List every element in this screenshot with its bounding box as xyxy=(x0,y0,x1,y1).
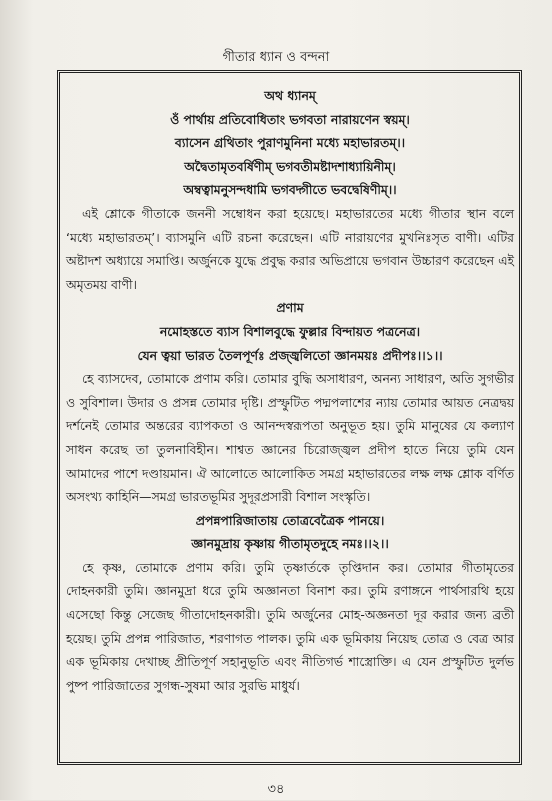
running-header: গীতার ধ্যান ও বন্দনা xyxy=(222,50,330,65)
dhyanam-verse-line: ওঁ পার্থায় প্রতিবোধিতাং ভগবতা নারায়ণেন স্বয়ম্। xyxy=(170,111,410,127)
pranam-verse2-line: প্রপন্নপারিজাতায় তোত্রবেত্রৈক পানয়ে। xyxy=(195,512,385,528)
pranam-verse1-line: যেন ত্বয়া ভারত তৈলপূর্ণঃ প্রজ্জ্বলিতো জ্ঞানময়ঃ প্রদীপঃ।।১।। xyxy=(137,347,443,363)
pranam-verse2-line: জ্ঞানমুদ্রায় কৃষ্ণায় গীতামৃতদুহে নমঃ।।২।। xyxy=(191,536,389,552)
dhyanam-explanation: এই শ্লোকে গীতাকে জননী সম্বোধন করা হয়েছে। মহাভারতের মধ্যে গীতার স্থান বলে ‘মধ্যে মহাভারতম্’। ব্যাসমুনি এটি রচনা করেছেন। এটি নারায়ণের মুখনিঃসৃত বাণী। এটির অষ্টাদশ অধ্যায়ে সমাপ্তি। অর্জুনকে যুদ্ধে প্রবুদ্ধ করার অভিপ্রায়ে ভগবান উচ্চারণ করেছেন এই অমৃতময় বাণী। xyxy=(66,205,514,292)
pranam-verse1-line: নমোহস্ততে ব্যাস বিশালবুদ্ধে ফুল্লার বিন্দায়ত পত্রনেত্র। xyxy=(159,323,421,339)
pranam-explanation2: হে কৃষ্ণ, তোমাকে প্রণাম করি। তুমি তৃষ্ণার্তকে তৃপ্তিদান কর। তোমার গীতামৃতের দোহনকারী তুমি। জ্ঞানমুদ্রা ধরে তুমি অজ্ঞানতা বিনাশ কর। তুমি রণাঙ্গনে পার্থসারথি হয়ে এসেছো কিন্তু সেজেছ গীতাদোহনকারী। তুমি অর্জুনের মোহ-অজ্ঞনতা দূর করার জন্য ব্রতী হয়েছ। তুমি প্রপন্ন পারিজাত, শরণাগত পালক। তুমি এক ভূমিকায় নিয়েছ তোত্র ও বেত্র আর এক ভূমিকায় দেখাচ্ছ প্রীতিপূর্ণ সহানুভূতি এবং নীতিগর্ভ শাস্ত্রোক্তি। এ যেন প্রস্ফুটিত দুর্লভ পুষ্প পারিজাতের সুগন্ধ-সুষমা আর সুরভি মাধুর্য। xyxy=(66,559,514,693)
dhyanam-verse-line: অম্বত্বামনুসন্দধামি ভগবদ্গীতে ভবদ্বেষিণীম্।। xyxy=(183,182,397,198)
page-number: ৩৪ xyxy=(267,782,285,797)
pranam-explanation1: হে ব্যাসদেব, তোমাকে প্রণাম করি। তোমার বুদ্ধি অসাধারণ, অনন্য সাধারণ, অতি সুগভীর ও সুবিশাল। উদার ও প্রসন্ন তোমার দৃষ্টি। প্রস্ফুটিত পদ্মপলাশের ন্যায় তোমার আয়ত নেত্রদ্বয় দর্শনেই তোমার অন্তরের ব্যাপকতা ও আনন্দস্বরূপতা অনুভূত হয়। তুমি মানুষের যে কল্যাণ সাধন করেছ তা তুলনাবিহীন। শাশ্বত জ্ঞানের চিরোজ্জ্বল প্রদীপ হাতে নিয়ে তুমি যেন আমাদের পাশে দণ্ডায়মান। ঐ আলোতে আলোকিত সমগ্র মহাভারতের লক্ষ লক্ষ শ্লোক বর্ণিত অসংখ্য কাহিনি—সমগ্র ভারতভূমির সুদূরপ্রসারী বিশাল সংস্কৃতি। xyxy=(66,371,514,505)
dhyanam-title: অথ ধ্যানম্ xyxy=(264,88,316,103)
pranam-title: প্রণাম xyxy=(276,300,304,316)
dhyanam-verse-line: ব্যাসেন গ্রথিতাং পুরাণমুনিনা মধ্যে মহাভারতম্।। xyxy=(174,135,406,151)
dhyanam-verse-line: অদ্বৈতামৃতবর্ষিণীম্ ভগবতীমষ্টাদশাধ্যায়িনীম্। xyxy=(184,158,396,174)
page-content xyxy=(66,84,514,697)
